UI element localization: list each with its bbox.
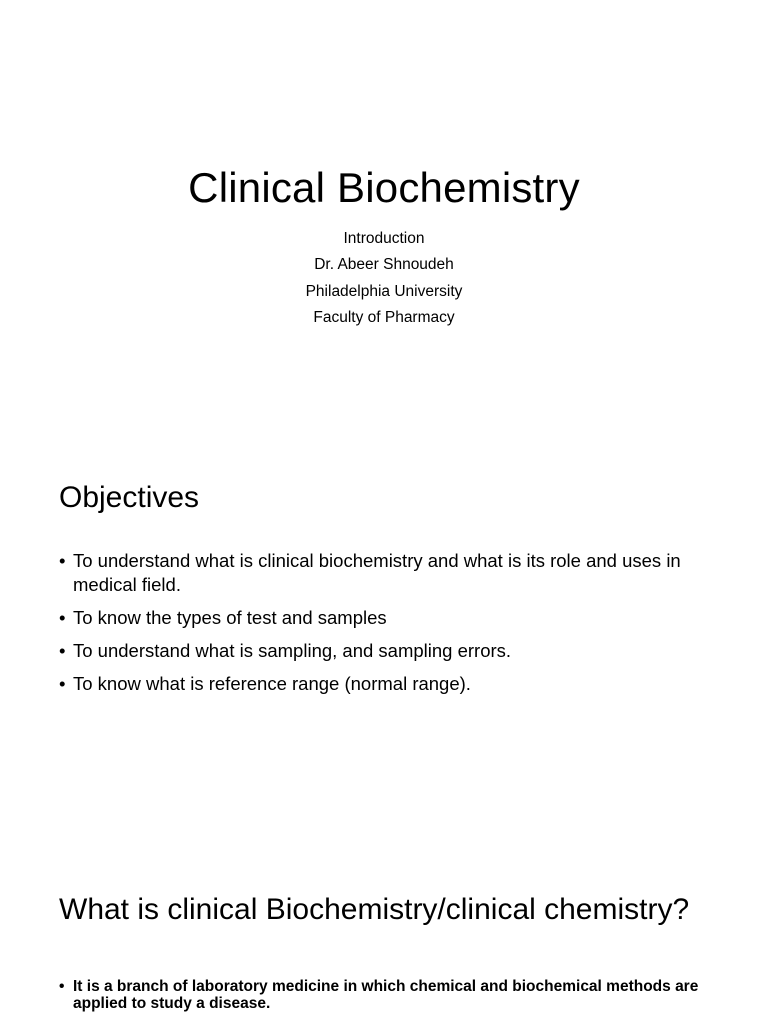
- list-item: [59, 549, 719, 597]
- list-item: [59, 672, 719, 696]
- bullet-icon: •: [59, 978, 65, 995]
- subtitle-course-part: Introduction: [343, 230, 425, 247]
- bullet-icon: •: [59, 673, 66, 694]
- definition-slide: [0, 864, 768, 1024]
- list-item: [59, 978, 719, 1012]
- objectives-slide: [0, 432, 768, 864]
- definition-heading: What is clinical Biochemistry/clinical chemistry?: [59, 893, 690, 926]
- definition-list: [59, 978, 719, 1012]
- subtitle-author: Dr. Abeer Shnoudeh: [314, 256, 454, 274]
- subtitle-faculty: Faculty of Pharmacy: [313, 308, 455, 326]
- objective-text: To know the types of test and samples: [73, 607, 387, 628]
- definition-text: It is a branch of laboratory medicine in which chemical and biochemical methods are applied to study a disease.: [73, 978, 699, 1012]
- objective-text: To understand what is clinical biochemistry and what is its role and uses in medical field.: [73, 550, 681, 595]
- list-item: [59, 606, 719, 630]
- bullet-icon: •: [59, 550, 66, 571]
- title-slide: [0, 0, 768, 432]
- list-item: [59, 639, 719, 663]
- objectives-heading: Objectives: [59, 481, 200, 514]
- slide-title: Clinical Biochemistry: [188, 164, 580, 211]
- subtitle-university: Philadelphia University: [305, 282, 463, 300]
- objectives-list: [59, 549, 719, 705]
- bullet-icon: •: [59, 640, 66, 661]
- objective-text: To know what is reference range (normal range).: [73, 673, 471, 694]
- slide-subtitle: [0, 226, 768, 331]
- objective-text: To understand what is sampling, and sampling errors.: [73, 640, 512, 661]
- bullet-icon: •: [59, 607, 66, 628]
